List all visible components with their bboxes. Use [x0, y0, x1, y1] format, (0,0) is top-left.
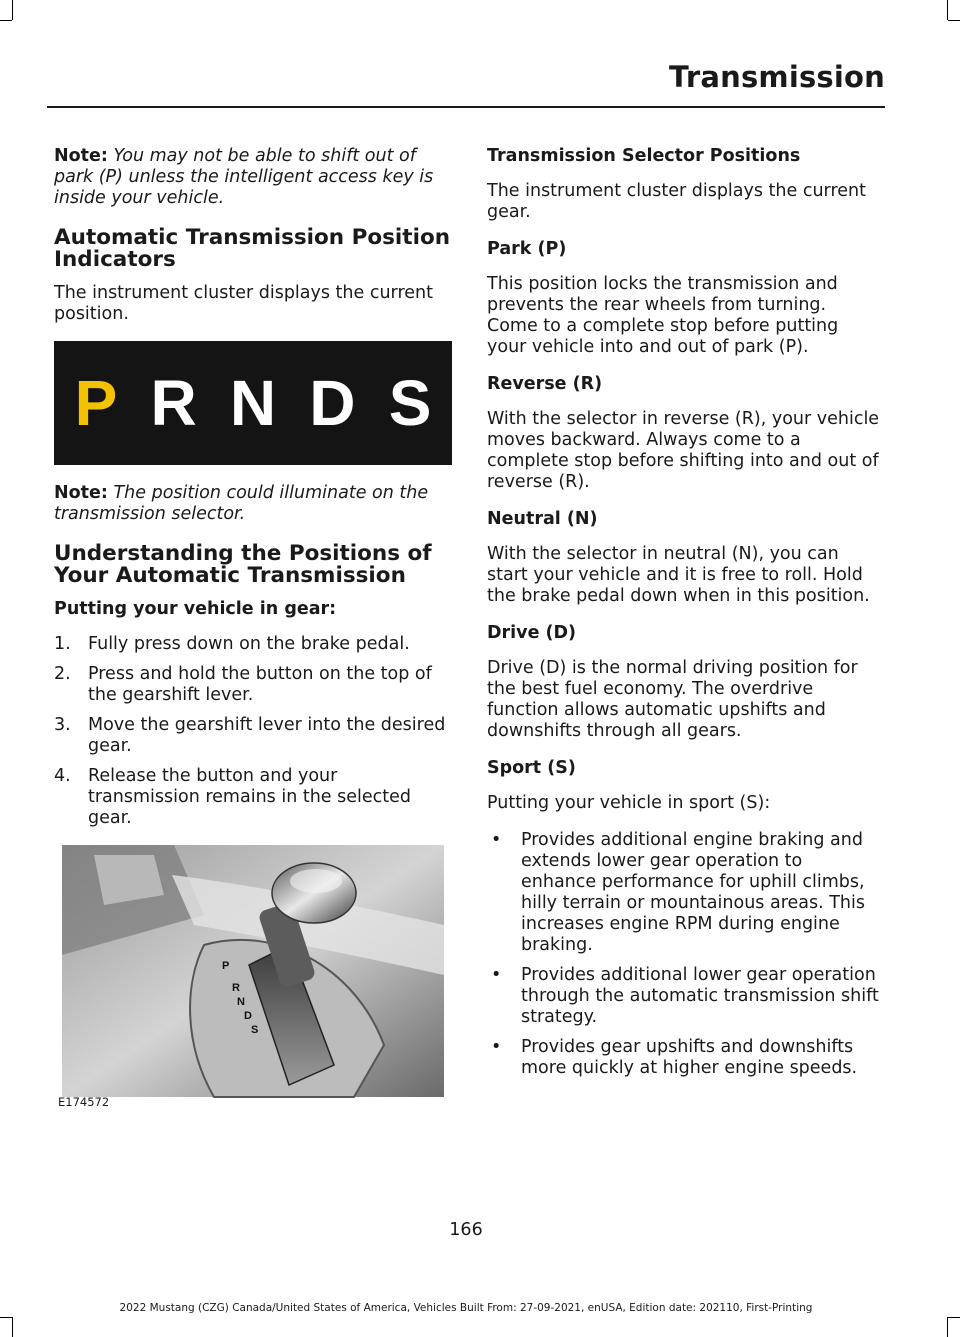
paragraph-selector: The instrument cluster displays the current gear. — [487, 181, 866, 222]
step-text: Fully press down on the brake pedal. — [88, 634, 410, 654]
crop-mark — [0, 20, 12, 21]
sport-bullets — [487, 830, 882, 1079]
heading-selector-positions: Transmission Selector Positions — [487, 146, 801, 166]
paragraph-park: This position locks the transmission and prevents the rear wheels from turning. Come to a complete stop before putting your vehicle into and out of park (P). — [487, 274, 839, 357]
step-number: 4. — [54, 766, 71, 786]
bullet: • — [491, 830, 502, 850]
crop-mark — [947, 1317, 948, 1337]
shifter-letter-r: R — [232, 982, 240, 994]
step-number: 2. — [54, 664, 71, 684]
image-code: E174572 — [58, 1095, 110, 1109]
heading-sport: Sport (S) — [487, 758, 576, 778]
bullet: • — [491, 1037, 502, 1057]
note-text: You may not be able to shift out of park (P) unless the intelligent access key is inside your vehicle. — [54, 146, 434, 208]
gearshift-illustration — [54, 845, 452, 1107]
note-park-key — [54, 146, 454, 209]
crop-mark — [0, 1317, 12, 1318]
paragraph-reverse: With the selector in reverse (R), your vehicle moves backward. Always come to a complete stop before shifting into and out of reverse (R). — [487, 409, 880, 492]
footer: 2022 Mustang (CZG) Canada/United States of America, Vehicles Built From: 27-09-2021, enUSA, Edition date: 202110, First-Printing — [119, 1302, 813, 1314]
note-label: Note: — [54, 146, 108, 166]
note-illuminate — [54, 483, 454, 525]
list-item — [487, 1037, 882, 1079]
cluster-gear-display — [54, 341, 452, 465]
gear-letter-r: R — [150, 367, 197, 439]
gear-letter-d: D — [309, 367, 356, 439]
page-number: 166 — [449, 1220, 483, 1240]
heading-park: Park (P) — [487, 239, 567, 259]
step-text: Press and hold the button on the top of the gearshift lever. — [88, 664, 432, 705]
paragraph-neutral: With the selector in neutral (N), you can start your vehicle and it is free to roll. Hold the brake pedal down when in this position. — [487, 544, 870, 606]
gear-letter-s: S — [388, 367, 432, 439]
gear-letter-p: P — [74, 367, 118, 439]
crop-mark — [948, 20, 960, 21]
list-item — [54, 634, 454, 655]
gear-letter-n: N — [229, 367, 277, 439]
crop-mark — [947, 0, 948, 20]
step-number: 3. — [54, 715, 71, 735]
shifter-letter-s: S — [251, 1024, 259, 1036]
bullet-text: Provides additional lower gear operation through the automatic transmission shift strategy. — [521, 965, 879, 1027]
step-text: Release the button and your transmission remains in the selected gear. — [88, 766, 412, 828]
heading-drive: Drive (D) — [487, 623, 577, 643]
left-column — [54, 146, 454, 1107]
gearshift-lever-icon — [54, 845, 452, 1107]
paragraph-sport: Putting your vehicle in sport (S): — [487, 793, 771, 813]
crop-mark — [12, 0, 13, 20]
paragraph-indicators: The instrument cluster displays the current position. — [54, 283, 433, 324]
header-divider — [47, 106, 885, 108]
step-text: Move the gearshift lever into the desired gear. — [88, 715, 446, 756]
bullet-text: Provides gear upshifts and downshifts more quickly at higher engine speeds. — [521, 1037, 858, 1078]
steps-list — [54, 634, 454, 829]
right-column — [487, 146, 882, 1088]
heading-understanding-positions: Understanding the Positions of Your Automatic Transmission — [54, 541, 432, 588]
list-item — [54, 715, 454, 757]
heading-position-indicators: Automatic Transmission Position Indicators — [54, 225, 451, 272]
list-item — [487, 830, 882, 956]
crop-mark — [948, 1317, 960, 1318]
step-number: 1. — [54, 634, 71, 654]
bullet: • — [491, 965, 502, 985]
list-item — [54, 766, 454, 829]
page-title: Transmission — [669, 60, 885, 94]
paragraph-drive: Drive (D) is the normal driving position for the best fuel economy. The overdrive function allows automatic upshifts and downshifts through all gears. — [487, 658, 858, 741]
bullet-text: Provides additional engine braking and extends lower gear operation to enhance performance for uphill climbs, hilly terrain or mountainous areas. This increases engine RPM during engine braking. — [521, 830, 865, 955]
list-item — [54, 664, 454, 706]
note-text: The position could illuminate on the transmission selector. — [54, 483, 429, 524]
shifter-letter-d: D — [244, 1010, 252, 1022]
heading-putting-in-gear: Putting your vehicle in gear: — [54, 599, 337, 619]
heading-neutral: Neutral (N) — [487, 509, 598, 529]
crop-mark — [12, 1317, 13, 1337]
heading-reverse: Reverse (R) — [487, 374, 603, 394]
shifter-letter-n: N — [237, 996, 245, 1008]
note-label: Note: — [54, 483, 108, 503]
list-item — [487, 965, 882, 1028]
shifter-letter-p: P — [222, 960, 230, 972]
